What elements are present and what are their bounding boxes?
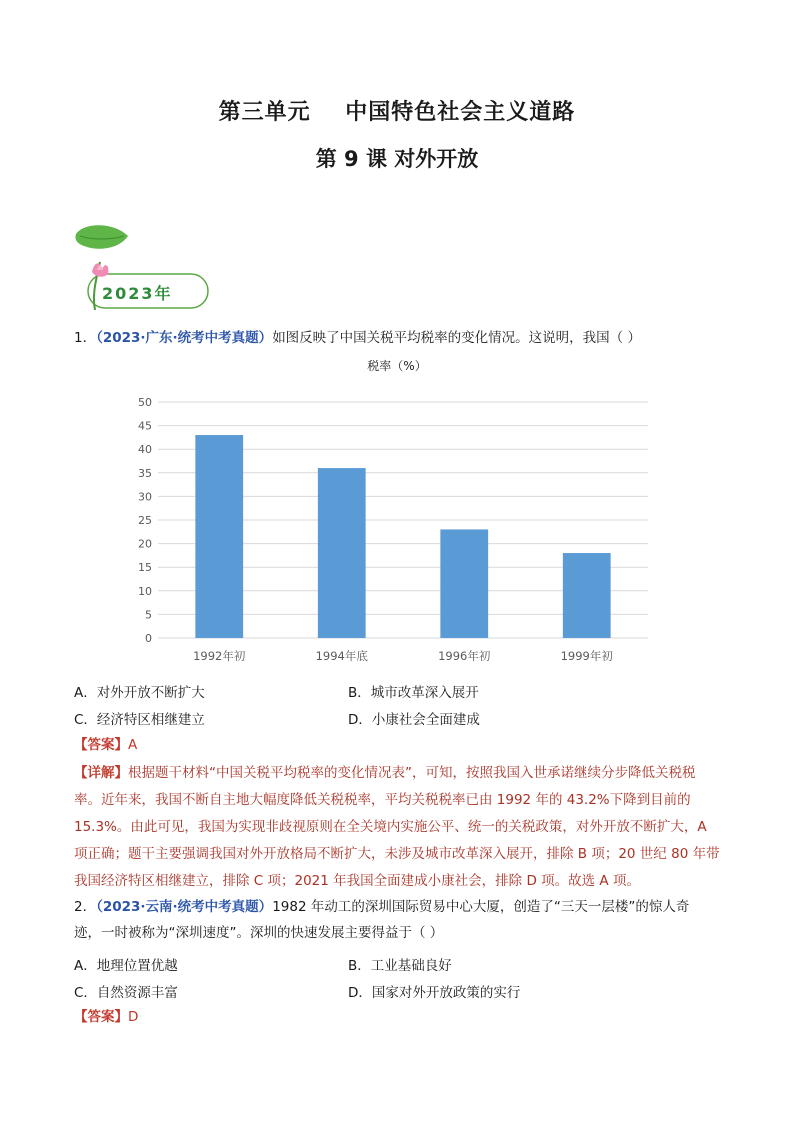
detail-label: 【详解】 xyxy=(74,765,128,781)
option-b[interactable]: B．城市改革深入展开 xyxy=(348,685,479,701)
option-c[interactable]: C．经济特区相继建立 xyxy=(74,712,205,728)
lesson-title: 第 9 课 对外开放 xyxy=(315,147,479,171)
option-a[interactable]: A．地理位置优越 xyxy=(74,958,178,974)
bar xyxy=(563,553,611,638)
question-text: 1982 年动工的深圳国际贸易中心大厦，创造了“三天一层楼”的惊人奇 xyxy=(272,899,690,915)
answer-label: 【答案】 xyxy=(74,1009,128,1025)
detail-line: 率。近年来，我国不断自主地大幅度降低关税税率，平均关税税率已由 1992 年的 43.2%下降到目前的 xyxy=(74,792,691,808)
question-1-answer xyxy=(74,732,734,758)
y-tick-label: 45 xyxy=(138,419,152,433)
y-tick-label: 15 xyxy=(138,561,152,575)
question-source: （2023·云南·统考中考真题） xyxy=(96,899,273,915)
y-tick-label: 35 xyxy=(138,466,152,480)
unit-title: 第三单元 中国特色社会主义道路 xyxy=(218,100,576,125)
option-d[interactable]: D．小康社会全面建成 xyxy=(348,712,480,728)
question-text: 如图反映了中国关税平均税率的变化情况。这说明，我国（ ） xyxy=(272,330,641,346)
y-tick-label: 25 xyxy=(138,514,152,527)
question-2-answer xyxy=(74,1004,734,1030)
chart-title: 税率（%） xyxy=(367,359,427,373)
detail-line: 根据题干材料“中国关税平均税率的变化情况表”，可知，按照我国入世承诺继续分步降低关税税 xyxy=(128,765,696,781)
question-1-explanation xyxy=(74,760,724,895)
option-a[interactable]: A．对外开放不断扩大 xyxy=(74,685,205,701)
detail-line: 项正确；题干主要强调我国对外开放格局不断扩大，未涉及城市改革深入展开，排除 B 项；20 世纪 80 年带 xyxy=(74,846,720,862)
answer-label: 【答案】 xyxy=(74,737,128,753)
detail-line: 我国经济特区相继建立，排除 C 项；2021 年我国全面建成小康社会，排除 D 项。故选 A 项。 xyxy=(74,873,640,889)
option-c[interactable]: C．自然资源丰富 xyxy=(74,985,178,1001)
option-b[interactable]: B．工业基础良好 xyxy=(348,958,452,974)
bar xyxy=(318,468,366,638)
question-2-stem-cont: 迹，一时被称为“深圳速度”。深圳的快速发展主要得益于（ ） xyxy=(74,925,444,941)
question-number: 1． xyxy=(74,330,97,346)
bar xyxy=(440,529,488,638)
question-number: 2． xyxy=(74,899,97,915)
question-source: （2023·广东·统考中考真题） xyxy=(96,330,273,346)
answer-value: D xyxy=(128,1009,139,1025)
x-tick-label: 1999年初 xyxy=(560,649,613,663)
detail-line: 15.3%。由此可见，我国为实现非歧视原则在全关境内实施公平、统一的关税政策，对外开放不断扩大，A xyxy=(74,819,707,835)
bar xyxy=(195,435,243,638)
y-tick-label: 40 xyxy=(138,443,152,457)
y-tick-label: 30 xyxy=(138,490,152,504)
x-tick-label: 1994年底 xyxy=(315,649,368,663)
year-badge-label: 2023年 xyxy=(102,284,173,303)
x-tick-label: 1992年初 xyxy=(193,649,246,663)
question-2-stem xyxy=(74,894,734,920)
y-tick-label: 0 xyxy=(145,632,152,645)
y-tick-label: 20 xyxy=(138,537,152,551)
y-tick-label: 10 xyxy=(138,584,152,598)
y-tick-label: 50 xyxy=(138,396,152,409)
question-1-stem xyxy=(74,325,734,351)
y-tick-label: 5 xyxy=(145,608,152,622)
x-tick-label: 1996年初 xyxy=(438,649,491,663)
answer-value: A xyxy=(128,737,138,753)
option-d[interactable]: D．国家对外开放政策的实行 xyxy=(348,985,521,1001)
bar-chart xyxy=(130,388,660,670)
